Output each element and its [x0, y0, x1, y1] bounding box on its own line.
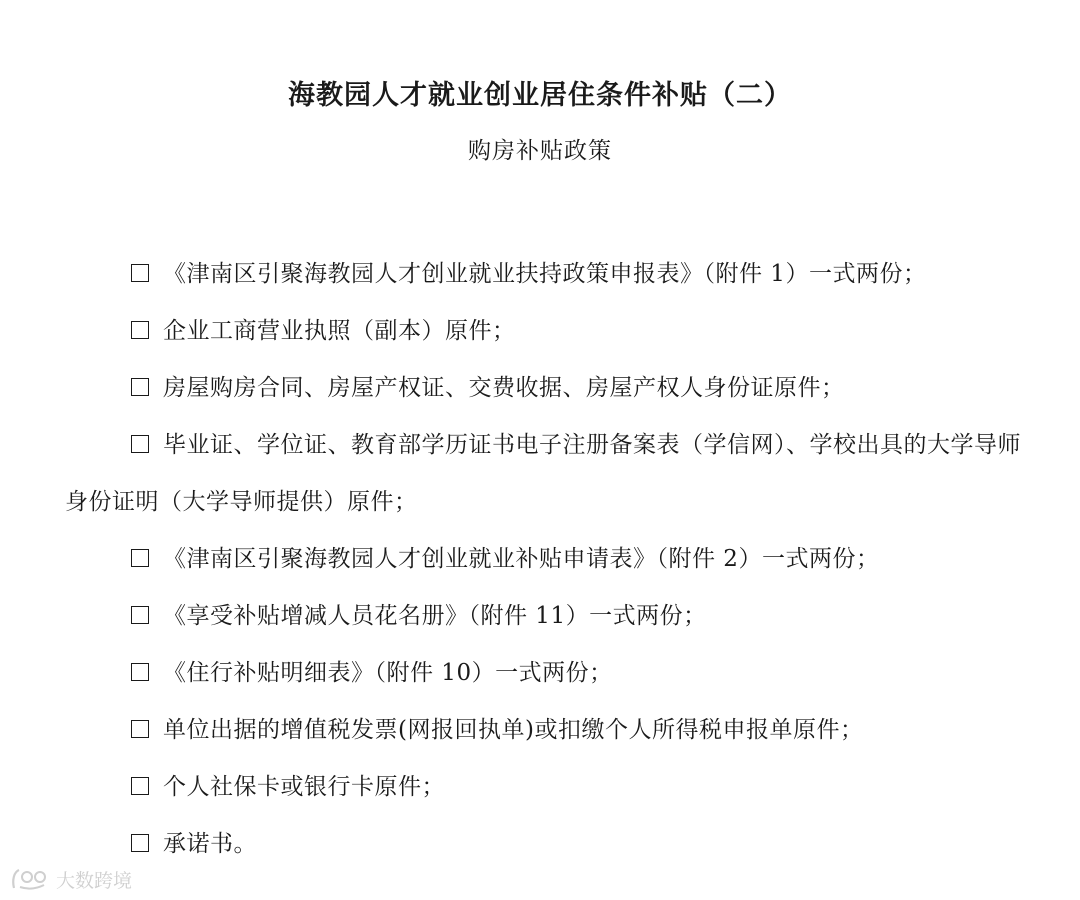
checkbox-icon [131, 378, 149, 396]
requirements-list [65, 246, 1025, 873]
checkbox-icon [131, 663, 149, 681]
watermark-text: 大数跨境 [56, 869, 133, 892]
list-item-text: 《住行补贴明细表》（附件 10）一式两份； [163, 660, 613, 686]
list-item-text: 企业工商营业执照（副本）原件； [163, 318, 516, 344]
checkbox-icon [131, 264, 149, 282]
list-item [65, 702, 1025, 759]
list-item [65, 303, 1025, 360]
brand-logo-icon [10, 866, 50, 892]
list-item [65, 417, 1025, 531]
list-item [65, 816, 1025, 873]
list-item [65, 531, 1025, 588]
checkbox-icon [131, 606, 149, 624]
checkbox-icon [131, 321, 149, 339]
checkbox-icon [131, 834, 149, 852]
list-item-text: 毕业证、学位证、教育部学历证书电子注册备案表（学信网）、学校出具的大学导师身份证明（大学导师提供）原件； [65, 432, 1021, 515]
list-item-text: 个人社保卡或银行卡原件； [163, 774, 445, 800]
list-item-text: 《享受补贴增减人员花名册》（附件 11）一式两份； [163, 603, 707, 629]
document-title: 海教园人才就业创业居住条件补贴（二） [288, 80, 792, 111]
list-item-text: 房屋购房合同、房屋产权证、交费收据、房屋产权人身份证原件； [163, 375, 845, 401]
list-item-text: 单位出据的增值税发票(网报回执单)或扣缴个人所得税申报单原件； [163, 717, 864, 743]
document-subtitle: 购房补贴政策 [468, 138, 612, 164]
list-item [65, 759, 1025, 816]
list-item [65, 588, 1025, 645]
checkbox-icon [131, 720, 149, 738]
list-item [65, 360, 1025, 417]
checkbox-icon [131, 777, 149, 795]
list-item [65, 246, 1025, 303]
checkbox-icon [131, 435, 149, 453]
checkbox-icon [131, 549, 149, 567]
list-item-text: 《津南区引聚海教园人才创业就业扶持政策申报表》（附件 1）一式两份； [163, 261, 927, 287]
list-item-text: 《津南区引聚海教园人才创业就业补贴申请表》（附件 2）一式两份； [163, 546, 880, 572]
list-item-text: 承诺书。 [163, 831, 257, 857]
watermark [10, 864, 132, 894]
list-item [65, 645, 1025, 702]
